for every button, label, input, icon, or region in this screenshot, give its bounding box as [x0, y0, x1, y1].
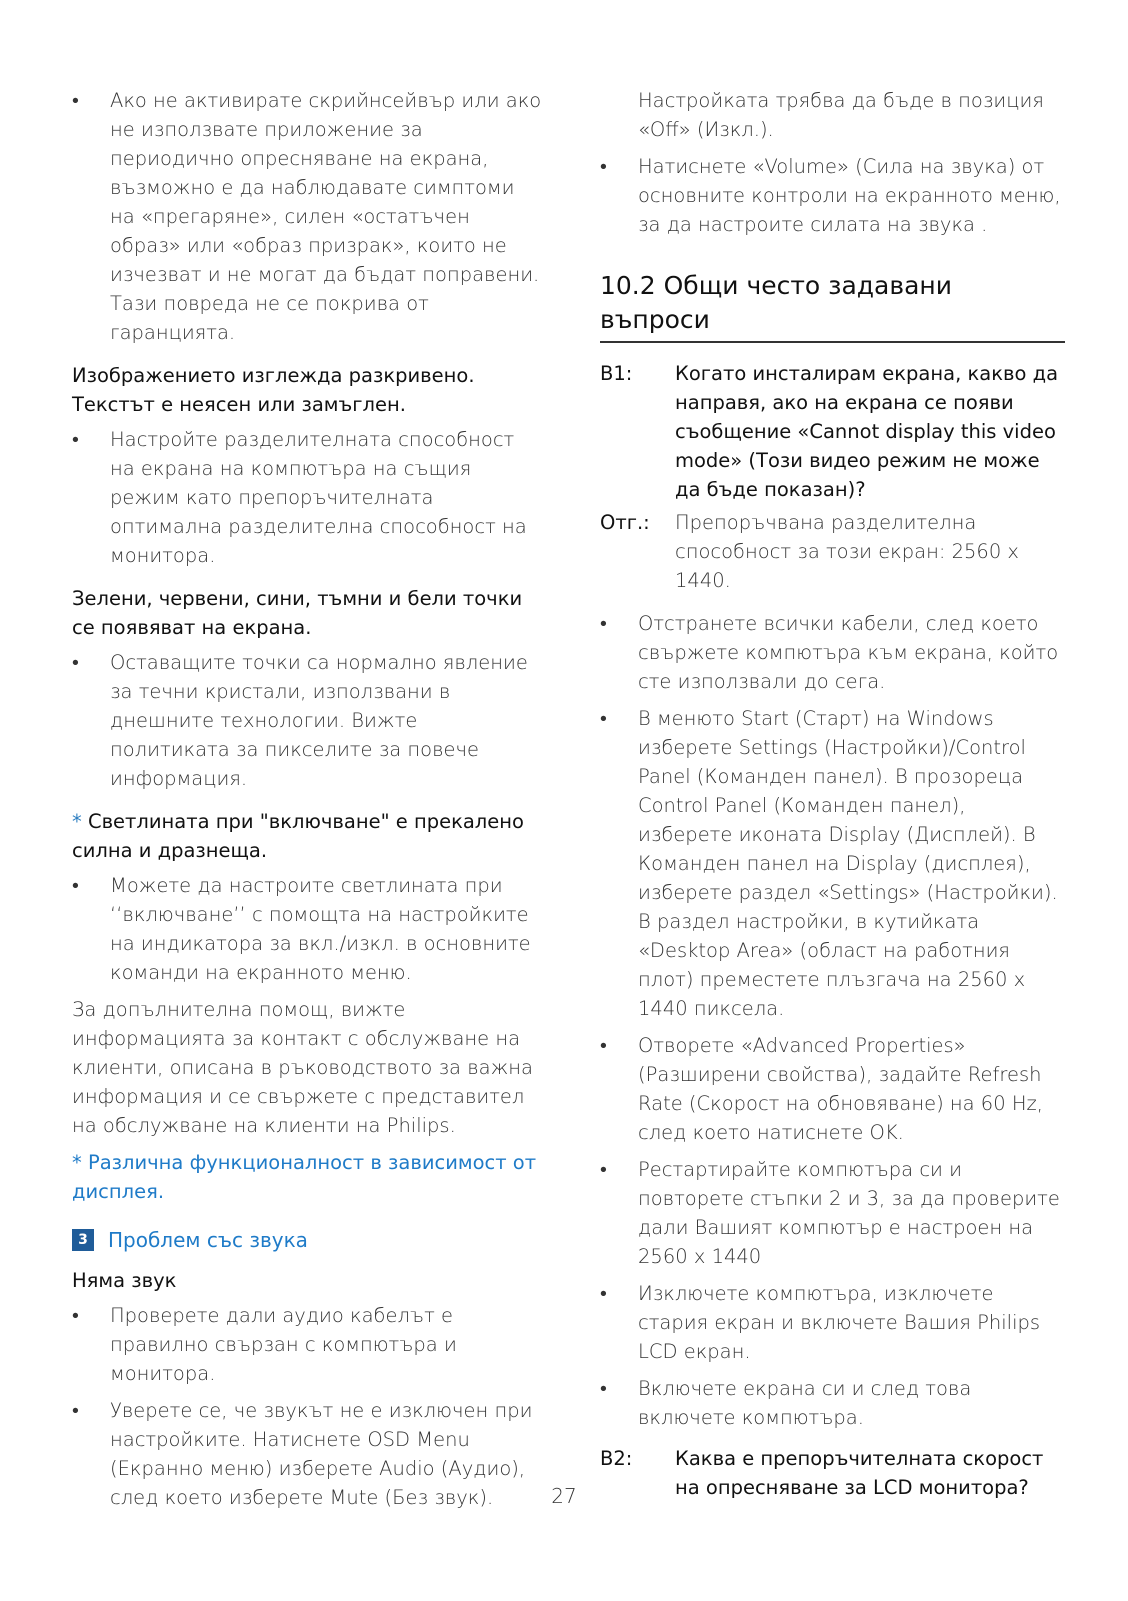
question-label: В1:: [600, 362, 633, 385]
bullet-dot: •: [72, 651, 79, 674]
right-column: [600, 86, 1065, 1506]
bullet-dot: •: [72, 1304, 79, 1327]
heading-distorted-image: Изображението изглежда разкривено. Текстът е неясен или замъглен.: [72, 364, 475, 416]
paragraph-help: За допълнителна помощ, вижте информацията за контакт с обслужване на клиенти, описана в ръководството за важна информация и се свържете с представител на обслужване на клиенти на Philips.: [72, 998, 533, 1137]
heading-dots: Зелени, червени, сини, тъмни и бели точки се появяват на екрана.: [72, 587, 523, 639]
question-label: В2:: [600, 1447, 633, 1470]
question-1: [600, 359, 1065, 504]
question-text: Каква е препоръчителната скорост на опресняване за LCD монитора?: [675, 1447, 1044, 1499]
bullet-dot: •: [72, 1399, 79, 1422]
answer-1: [600, 508, 1065, 595]
bullet-dot: •: [600, 1377, 607, 1400]
bullet-dot: •: [600, 612, 607, 635]
left-column: [72, 86, 542, 1520]
continued-text: Настройката трябва да бъде в позиция «Off» (Изкл.).: [638, 89, 1044, 141]
bullet-dot: •: [72, 89, 79, 112]
bullet-dot: •: [72, 874, 79, 897]
asterisk: *: [72, 810, 82, 833]
question-text: Когато инсталирам екрана, какво да направя, ако на екрана се появи съобщение «Cannot display this video mode» (Този видео режим не може да бъде показан)?: [675, 362, 1059, 501]
heading-power-light: * Светлината при "включване" е прекалено силна и дразнеща.: [72, 810, 524, 862]
page-number: 27: [551, 1484, 577, 1508]
bullet-screensaver: • Ако не активирате скрийнсейвър или ако не използвате приложение за периодично опресняване на екрана, възможно е да наблюдавате симптоми на «прегаряне», силен «остатъчен образ» или «образ призрак», които не изчезват и не могат да бъдат поправени. Тази повреда не се покрива от гаранцията.: [72, 86, 542, 347]
section-audio-header: [72, 1228, 542, 1252]
bullet-resolution: • Настройте разделителната способност на екрана на компютъра на същия режим като препоръчителната оптимална разделителна способност на монитора.: [72, 425, 542, 570]
bullet-volume: • Натиснете «Volume» (Сила на звука) от основните контроли на екранното меню, за да настроите силата на звука .: [600, 152, 1065, 239]
bullet-mute: • Уверете се, че звукът не е изключен при настройките. Натиснете OSD Menu (Екранно меню) изберете Audio (Аудио), след което изберете Mute (Без звук).: [72, 1396, 542, 1512]
bullet-switch-on: • Включете екрана си и след това включете компютъра.: [600, 1374, 1065, 1432]
bullet-dot: •: [72, 428, 79, 451]
heading-no-sound: Няма звук: [72, 1269, 177, 1292]
bullet-remaining-dots: • Оставащите точки са нормално явление за течни кристали, използвани в днешните технологии. Вижте политиката за пикселите за повече информация.: [72, 648, 542, 793]
bullet-restart: • Рестартирайте компютъра си и повторете стъпки 2 и 3, за да проверите дали Вашият компютър е настроен на 2560 x 1440: [600, 1155, 1065, 1271]
bullet-dot: •: [600, 1158, 607, 1181]
section-title: Проблем със звука: [108, 1228, 308, 1252]
bullet-advanced-properties: • Отворете «Advanced Properties» (Разширени свойства), задайте Refresh Rate (Скорост на обновяване) на 60 Hz, след което натиснете OK.: [600, 1031, 1065, 1147]
bullet-windows-settings: • В менюто Start (Старт) на Windows изберете Settings (Настройки)/Control Panel (Команден панел). В прозореца Control Panel (Команден панел), изберете иконата Display (Дисплей). В Команден панел на Display (дисплея), изберете раздел «Settings» (Настройки). В раздел настройки, в кутийката «Desktop Area» (област на работния плот) преместете плъзгача на 2560 x 1440 пиксела.: [600, 704, 1065, 1023]
bullet-dot: •: [600, 1034, 607, 1057]
section-number-badge: 3: [72, 1229, 94, 1251]
bullet-dot: •: [600, 707, 607, 730]
note-functionality: * Различна функционалност в зависимост от дисплея.: [72, 1151, 537, 1203]
answer-label: Отг.:: [600, 511, 650, 534]
section-heading-faq: 10.2 Общи често задавани въпроси: [600, 269, 1065, 343]
bullet-cables: • Отстранете всички кабели, след което свържете компютъра към екрана, който сте използвали до сега.: [600, 609, 1065, 696]
answer-text: Препоръчвана разделителна способност за този екран: 2560 x 1440.: [675, 511, 1019, 592]
bullet-dot: •: [600, 1282, 607, 1305]
bullet-audio-cable: • Проверете дали аудио кабелът е правилно свързан с компютъра и монитора.: [72, 1301, 542, 1388]
bullet-power-light: • Можете да настроите светлината при ‘‘включване’’ с помощта на настройките на индикатора за вкл./изкл. в основните команди на екранното меню.: [72, 871, 542, 987]
bullet-switch-off: • Изключете компютъра, изключете стария екран и включете Вашия Philips LCD екран.: [600, 1279, 1065, 1366]
bullet-dot: •: [600, 155, 607, 178]
